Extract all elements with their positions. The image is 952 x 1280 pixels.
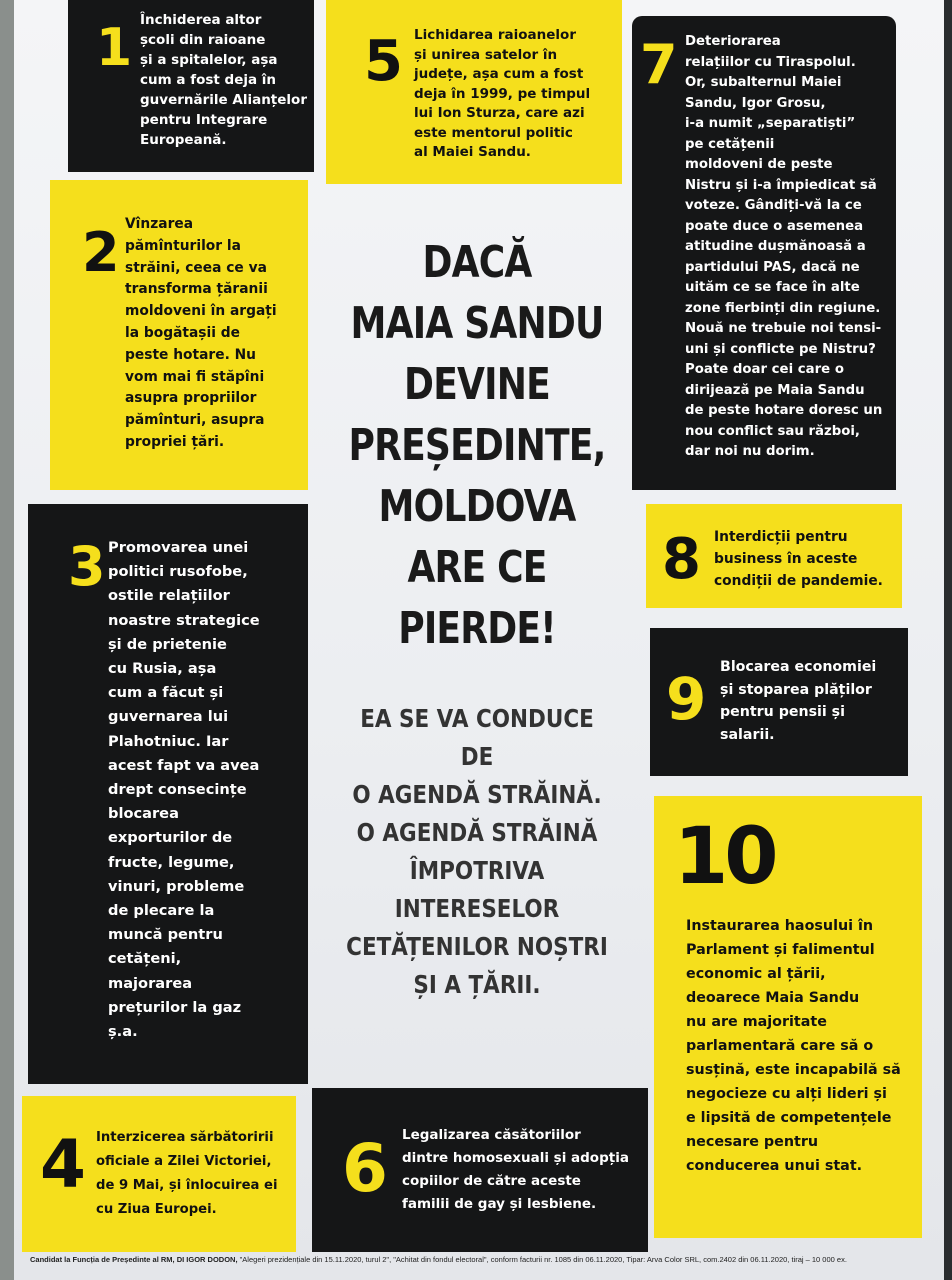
- item-3-box: [28, 504, 308, 1084]
- item-9-box: [650, 628, 908, 776]
- item-7-box: [632, 16, 896, 490]
- background-left-edge: [0, 0, 14, 1280]
- footer-details: "Alegeri prezidențiale din 15.11.2020, turul 2", "Achitat din fondul electoral", conform facturii nr. 1085 din 06.11.2020, Tipar: Arva Color SRL, com.2402 din 06.11.2020, tiraj – 10 000 ex.: [239, 1255, 847, 1264]
- item-2-number: 2: [82, 221, 118, 284]
- item-7-number: 7: [640, 33, 676, 96]
- item-1-box: [68, 0, 314, 172]
- item-10-number: 10: [674, 812, 775, 902]
- item-5-number: 5: [364, 29, 401, 94]
- item-10-text: Instaurarea haosului în Parlament și falimentul economic al țării, deoarece Maia Sandu nu are majoritate parlamentară care să o susțină, este incapabilă să negocieze cu alți lideri și e lipsită de competențele necesare pentru conducerea unui stat.: [686, 918, 901, 1174]
- item-6-text: Legalizarea căsătoriilor dintre homosexuali și adopția copiilor de către aceste familii de gay și lesbiene.: [402, 1127, 629, 1212]
- item-4-box: [22, 1096, 296, 1252]
- item-8-text: Interdicții pentru business în aceste condiții de pandemie.: [714, 529, 883, 589]
- background-right-edge: [944, 0, 952, 1280]
- item-5-text: Lichidarea raioanelor și unirea satelor în județe, așa cum a fost deja în 1999, pe timpul lui Ion Sturza, care azi este mentorul politic al Maiei Sandu.: [414, 27, 591, 160]
- footer-imprint: [30, 1255, 930, 1264]
- item-1-text: Închiderea altor școli din raioane și a spitalelor, așa cum a fost deja în guvernările Alianțelor pentru Integrare Europeană.: [140, 12, 307, 148]
- headline: DACĂ MAIA SANDU DEVINE PREȘEDINTE, MOLDOVA ARE CE PIERDE!: [348, 237, 606, 654]
- item-9-text: Blocarea economiei și stoparea plăților pentru pensii și salarii.: [720, 659, 877, 743]
- item-3-text: Promovarea unei politici rusofobe, ostile relațiilor noastre strategice și de prietenie cu Rusia, așa cum a făcut și guvernarea lui Plahotniuc. Iar acest fapt va avea drept consecințe blocarea exporturilor de fructe, legume, vinuri, probleme de plecare la muncă pentru cetățeni, majorarea prețurilor la gaz ș.a.: [108, 539, 260, 1041]
- item-2-text: Vînzarea pămînturilor la străini, ceea ce va transforma țăranii moldoveni în argați la bogătașii de peste hotare. Nu vom mai fi stăpîni asupra propriilor pămînturi, asupra propriei țări.: [125, 216, 277, 450]
- item-7-text: Deteriorarea relațiilor cu Tiraspolul. Or, subalternul Maiei Sandu, Igor Grosu, i-a numit „separatiști” pe cetățenii moldoveni de peste Nistru și i-a împiedicat să voteze. Gândiți-vă la ce poate duce o asemenea atitudine dușmănoasă a partidului PAS, dacă ne uităm ce se face în alte zone fierbinți din regiune. Nouă ne trebuie noi tensi- uni și conflicte pe Nistru? Poate doar cei care o dirijează pe Maia Sandu de peste hotare doresc un nou conflict sau război, dar noi nu dorim.: [685, 34, 883, 459]
- item-2-box: [50, 180, 308, 490]
- item-3-number: 3: [68, 535, 104, 598]
- item-4-number: 4: [40, 1126, 84, 1203]
- item-1-number: 1: [96, 18, 131, 78]
- subheadline: EA SE VA CONDUCE DE O AGENDĂ STRĂINĂ. O AGENDĂ STRĂINĂ ÎMPOTRIVA INTERESELOR CETĂȚENILOR NOȘTRI ȘI A ȚĂRII.: [346, 704, 608, 999]
- item-5-box: [326, 0, 622, 184]
- footer-candidate: Candidat la Funcția de Președinte al RM, DI IGOR DODON,: [30, 1255, 238, 1264]
- item-4-text: Interzicerea sărbătoririi oficiale a Zilei Victoriei, de 9 Mai, și înlocuirea ei cu Ziua Europei.: [96, 1130, 278, 1217]
- item-10-box: [654, 796, 922, 1238]
- item-9-number: 9: [666, 665, 705, 733]
- item-6-number: 6: [342, 1130, 386, 1207]
- item-8-box: [646, 504, 902, 608]
- item-8-number: 8: [662, 527, 699, 592]
- item-6-box: [312, 1088, 648, 1252]
